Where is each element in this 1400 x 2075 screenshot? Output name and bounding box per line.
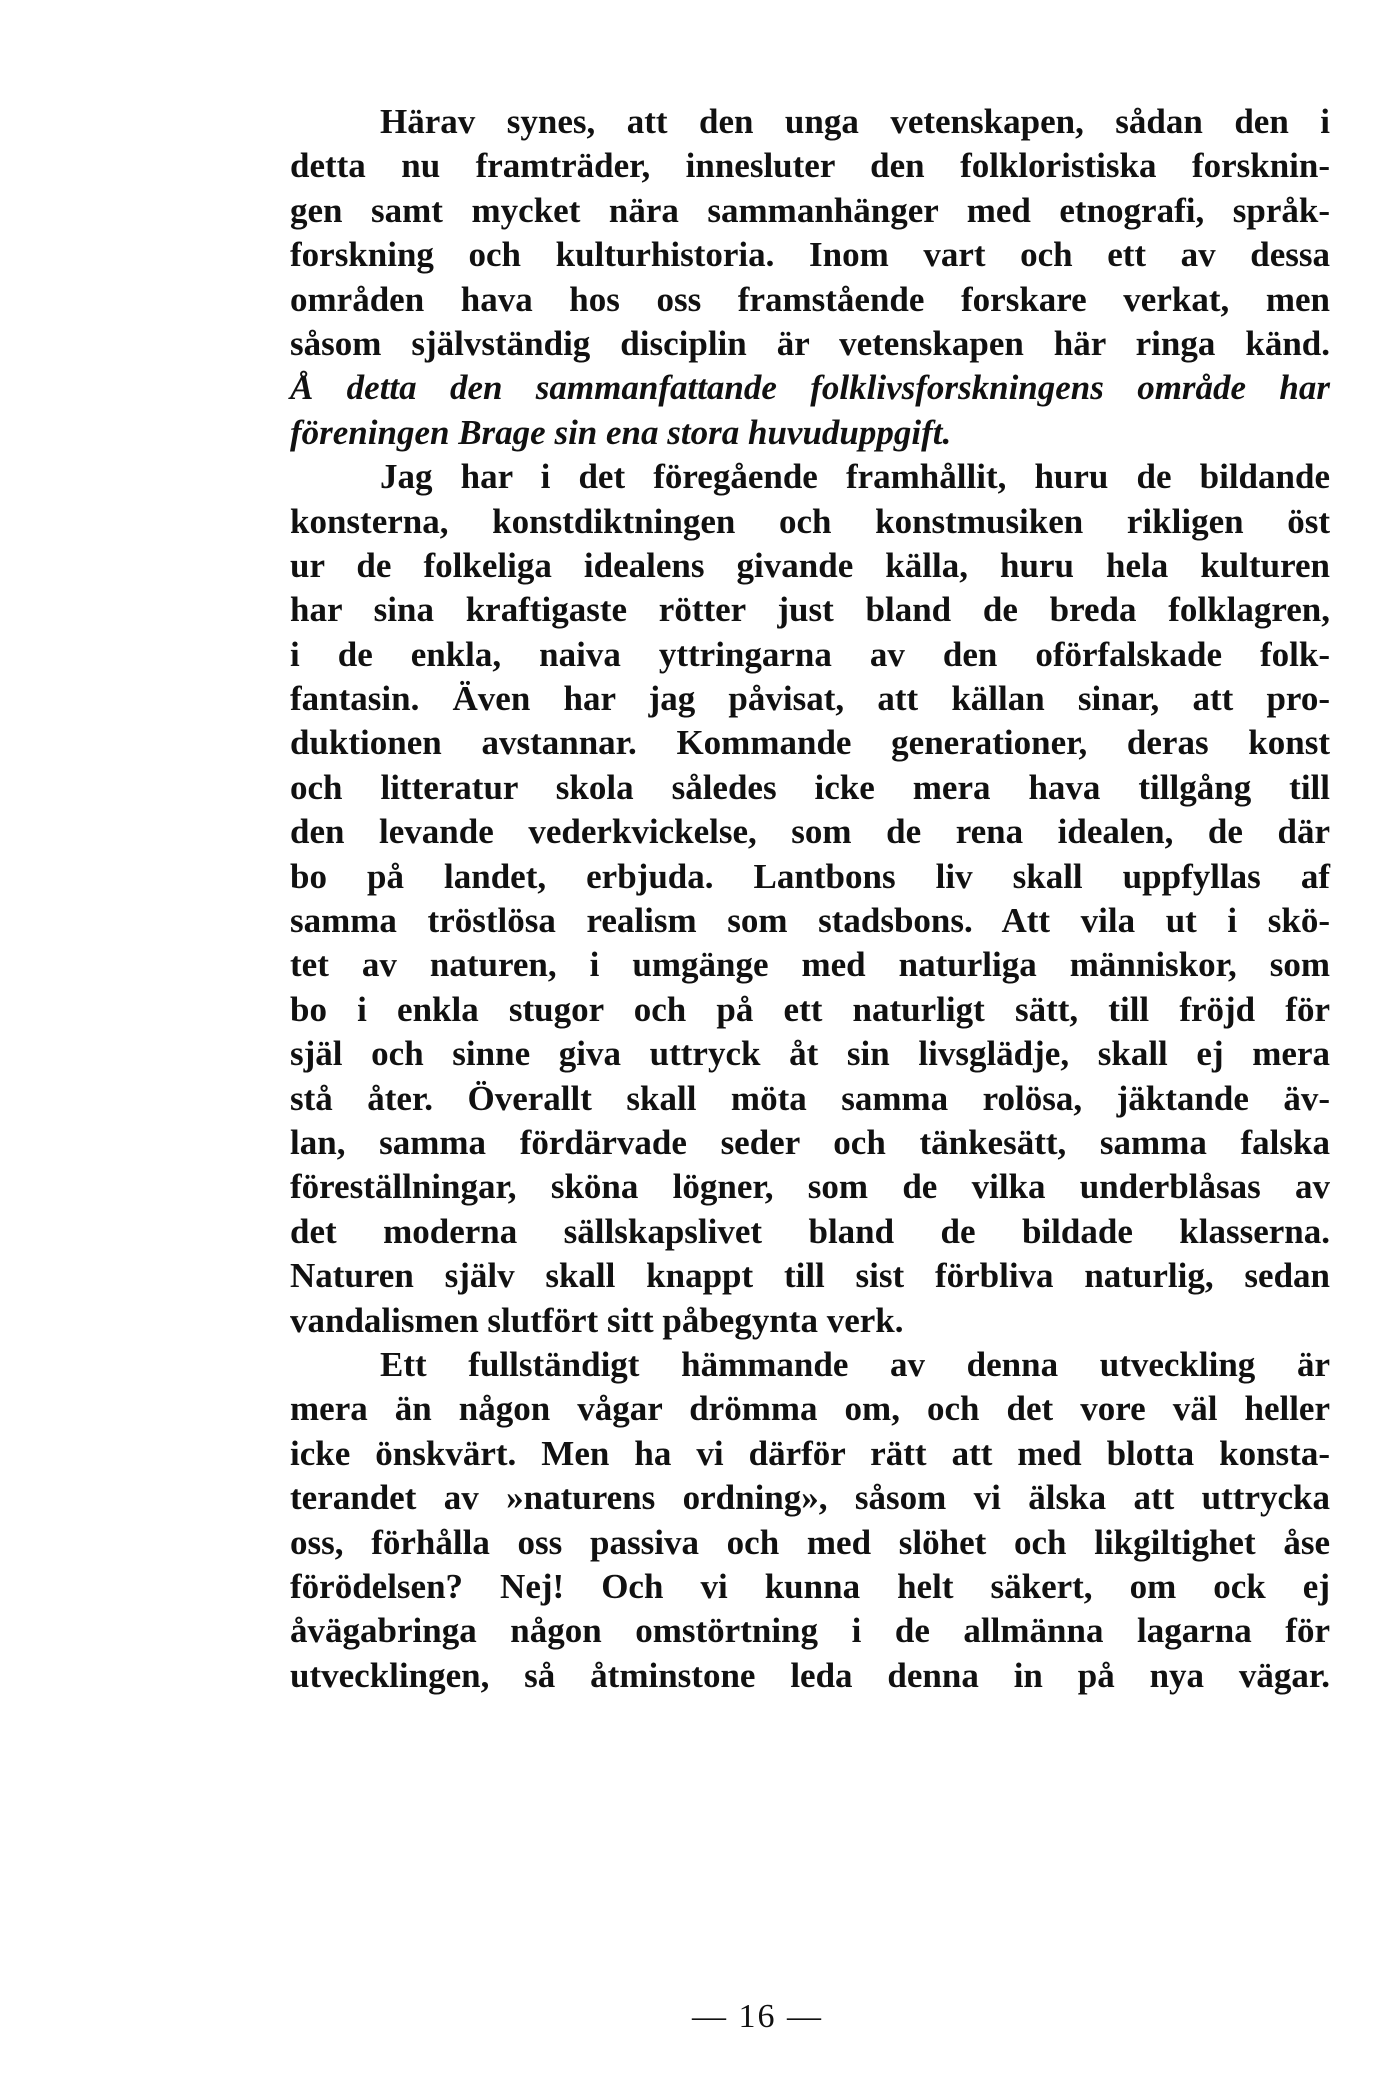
text-line: utvecklingen, så åtminstone leda denna in på nya vägar. — [290, 1655, 1330, 1695]
text-line: terandet av »naturens ordning», såsom vi älska att uttrycka — [290, 1478, 1330, 1518]
text-line: och litteratur skola således icke mera hava tillgång till — [290, 767, 1330, 807]
text-line: fantasin. Även har jag påvisat, att källan sinar, att pro- — [290, 679, 1330, 719]
text-line: lan, samma fördärvade seder och tänkesätt, samma falska — [290, 1122, 1330, 1162]
text-line: områden hava hos oss framstående forskare verkat, men — [290, 279, 1330, 319]
text-line: Ett fullständigt hämmande av denna utveckling är — [380, 1344, 1330, 1384]
text-line: föreställningar, sköna lögner, som de vilka underblåsas av — [290, 1167, 1330, 1207]
text-line: bo på landet, erbjuda. Lantbons liv skall uppfyllas af — [290, 856, 1330, 896]
text-line: den levande vederkvickelse, som de rena idealen, de där — [290, 812, 1330, 852]
paragraph-3 — [290, 1343, 1330, 1698]
text-line: tet av naturen, i umgänge med naturliga människor, som — [290, 945, 1330, 985]
body-text — [290, 100, 1330, 1698]
text-line: såsom självständig disciplin är vetenskapen här ringa känd. — [290, 323, 1330, 363]
italic-text-line: föreningen Brage sin ena stora huvuduppgift. — [290, 412, 952, 452]
text-line: förödelsen? Nej! Och vi kunna helt säkert, om ock ej — [290, 1566, 1330, 1606]
text-line: vandalismen slutfört sitt påbegynta verk. — [290, 1300, 904, 1340]
text-line: konsterna, konstdiktningen och konstmusiken rikligen öst — [290, 501, 1330, 541]
text-line: Naturen själv skall knappt till sist förbliva naturlig, sedan — [290, 1256, 1330, 1296]
text-line: Härav synes, att den unga vetenskapen, sådan den i — [380, 102, 1330, 141]
text-line: detta nu framträder, innesluter den folkloristiska forsknin- — [290, 146, 1330, 186]
text-line: åvägabringa någon omstörtning i de allmänna lagarna för — [290, 1611, 1330, 1651]
text-line: oss, förhålla oss passiva och med slöhet och likgiltighet åse — [290, 1522, 1330, 1562]
paragraph-1 — [290, 100, 1330, 455]
text-line: forskning och kulturhistoria. Inom vart och ett av dessa — [290, 235, 1330, 275]
text-line: bo i enkla stugor och på ett naturligt sätt, till fröjd för — [290, 989, 1330, 1029]
text-line: mera än någon vågar drömma om, och det vore väl heller — [290, 1389, 1330, 1429]
text-line: det moderna sällskapslivet bland de bildade klasserna. — [290, 1211, 1330, 1251]
text-line: har sina kraftigaste rötter just bland de breda folklagren, — [290, 590, 1330, 630]
text-line: icke önskvärt. Men ha vi därför rätt att med blotta konsta- — [290, 1433, 1330, 1473]
text-line: stå åter. Överallt skall möta samma rolösa, jäktande äv- — [290, 1078, 1330, 1118]
text-line: ur de folkeliga idealens givande källa, huru hela kulturen — [290, 545, 1330, 585]
text-line: Jag har i det föregående framhållit, huru de bildande — [380, 457, 1330, 497]
text-line: själ och sinne giva uttryck åt sin livsglädje, skall ej mera — [290, 1034, 1330, 1074]
text-line: i de enkla, naiva yttringarna av den oförfalskade folk- — [290, 634, 1330, 674]
text-line: duktionen avstannar. Kommande generationer, deras konst — [290, 723, 1330, 763]
page-number: — 16 — — [692, 1998, 823, 2035]
text-line: samma tröstlösa realism som stadsbons. Att vila ut i skö- — [290, 901, 1330, 941]
paragraph-2 — [290, 455, 1330, 1343]
text-line: gen samt mycket nära sammanhänger med etnografi, språk- — [290, 190, 1330, 230]
italic-text-line: Å detta den sammanfattande folklivsforskningens område har — [290, 368, 1330, 408]
